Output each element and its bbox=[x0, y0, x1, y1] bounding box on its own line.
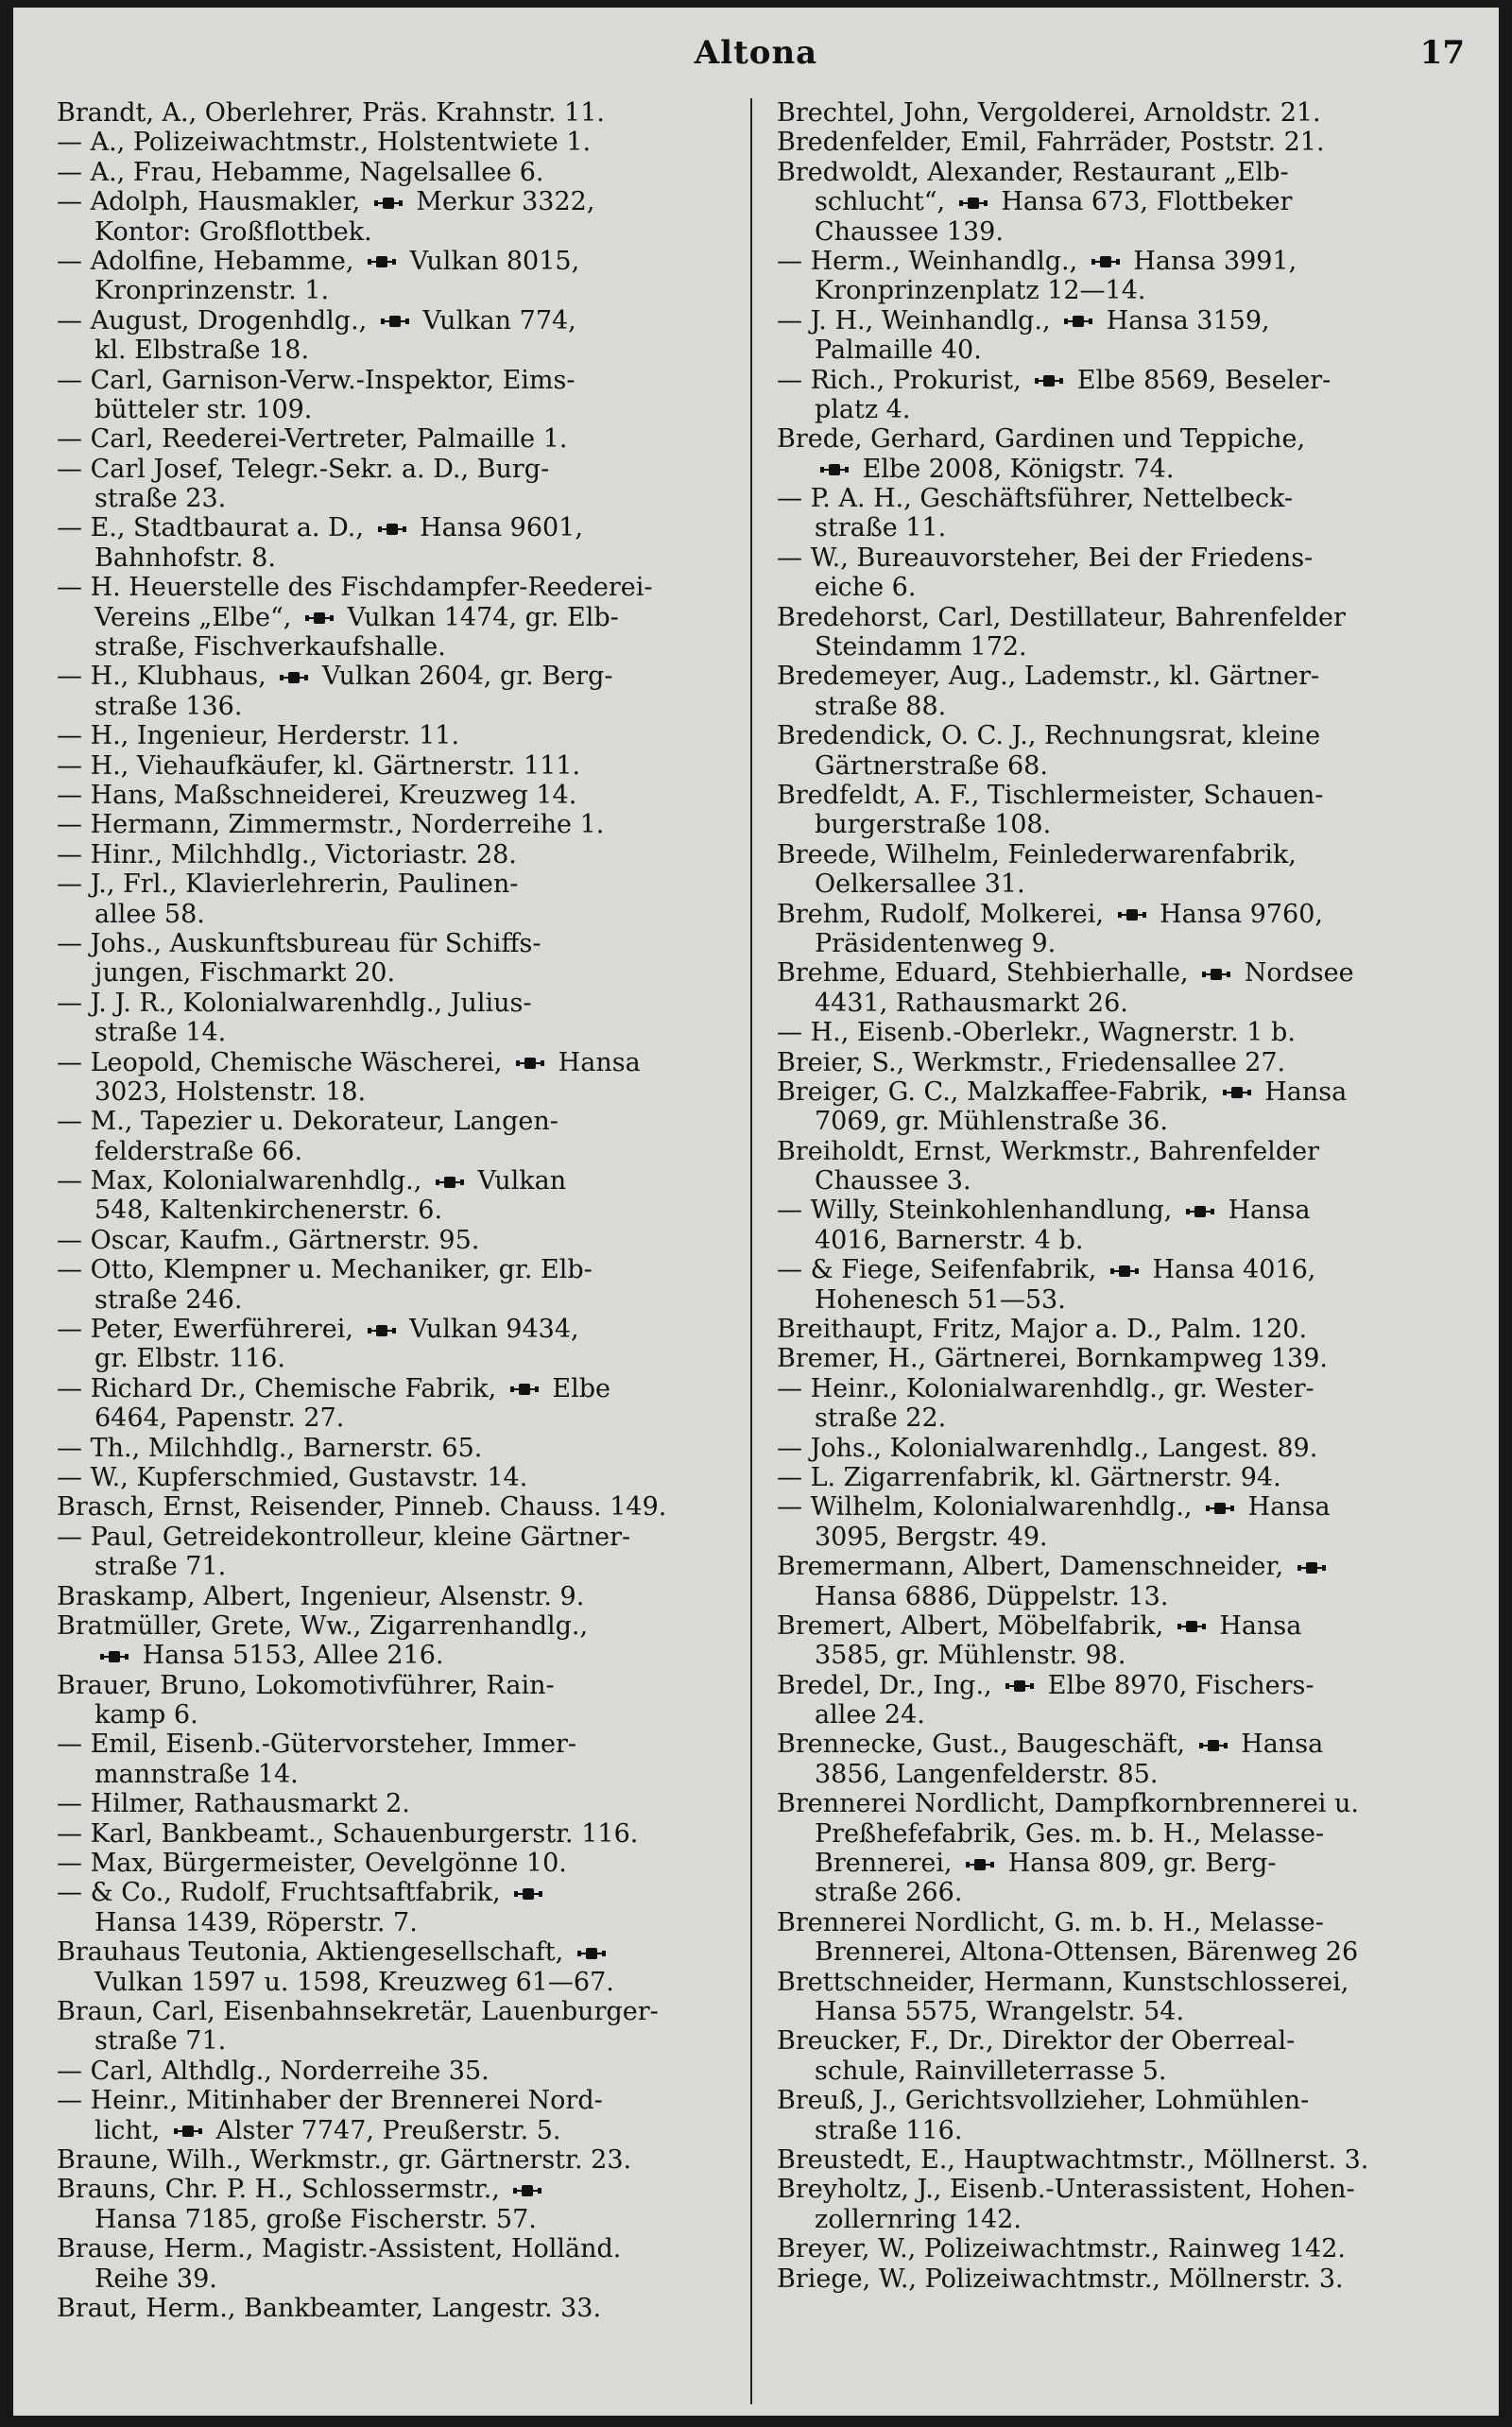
directory-entry-line: Bratmüller, Grete, Ww., Zigarrenhandlg., bbox=[57, 1610, 589, 1641]
entry-continuation-line: straße 22. bbox=[815, 1403, 947, 1434]
telephone-icon bbox=[1202, 968, 1230, 981]
directory-entry-line: Brede, Gerhard, Gardinen und Teppiche, bbox=[777, 424, 1306, 455]
entry-continuation-line: eiche 6. bbox=[815, 573, 917, 603]
directory-entry-line: Brennecke, Gust., Baugeschäft, Hansa bbox=[777, 1730, 1324, 1760]
entry-continuation-line: Hohenesch 51—53. bbox=[815, 1284, 1066, 1315]
directory-entry-line: — H., Klubhaus, Vulkan 2604, gr. Berg- bbox=[57, 662, 613, 692]
telephone-icon bbox=[1186, 1205, 1214, 1218]
entry-continuation-line: mannstraße 14. bbox=[94, 1759, 299, 1789]
directory-entry-line: Bredehorst, Carl, Destillateur, Bahrenfelder bbox=[777, 602, 1346, 632]
directory-entry-line: — Richard Dr., Chemische Fabrik, Elbe bbox=[57, 1373, 611, 1403]
entry-continuation-line: platz 4. bbox=[815, 394, 911, 424]
directory-entry-line: Brehme, Eduard, Stehbierhalle, Nordsee bbox=[777, 958, 1354, 989]
telephone-icon bbox=[1177, 1620, 1206, 1633]
directory-entry-line: Brasch, Ernst, Reisender, Pinneb. Chauss. 149. bbox=[57, 1492, 667, 1523]
entry-continuation-line: licht, Alster 7747, Preußerstr. 5. bbox=[94, 2115, 561, 2145]
directory-entry-line: Braskamp, Albert, Ingenieur, Alsenstr. 9. bbox=[57, 1581, 585, 1611]
telephone-icon bbox=[959, 197, 988, 210]
entry-continuation-line: Kronprinzenplatz 12—14. bbox=[815, 276, 1146, 306]
directory-entry-line: Bredwoldt, Alexander, Restaurant „Elb- bbox=[777, 157, 1289, 187]
entry-continuation-line: Palmaille 40. bbox=[815, 336, 982, 366]
telephone-icon bbox=[513, 2184, 541, 2197]
directory-entry-line: — J. J. R., Kolonialwarenhdlg., Julius- bbox=[57, 988, 532, 1018]
entry-continuation-line: Kontor: Großflottbek. bbox=[94, 216, 372, 247]
directory-entry-line: — Hinr., Milchhdlg., Victoriastr. 28. bbox=[57, 839, 517, 869]
entry-continuation-line: Brennerei, Hansa 809, gr. Berg- bbox=[815, 1849, 1277, 1879]
telephone-icon bbox=[1206, 1502, 1234, 1515]
entry-continuation-line: Hansa 5153, Allee 216. bbox=[57, 1641, 733, 1670]
directory-entry-line: — Johs., Auskunftsbureau für Schiffs- bbox=[57, 928, 541, 958]
entry-continuation-line: Hansa 1439, Röperstr. 7. bbox=[94, 1907, 418, 1937]
directory-entry-line: Brettschneider, Hermann, Kunstschlosserei, bbox=[777, 1967, 1349, 1997]
page-header bbox=[13, 8, 1499, 95]
directory-entry-line: Breede, Wilhelm, Feinlederwarenfabrik, bbox=[777, 839, 1297, 869]
entry-continuation-line: Steindamm 172. bbox=[815, 632, 1027, 663]
entry-continuation-line: jungen, Fischmarkt 20. bbox=[94, 958, 396, 989]
telephone-icon bbox=[378, 523, 406, 536]
directory-entry-line: Breiholdt, Ernst, Werkmstr., Bahrenfelder bbox=[777, 1136, 1319, 1166]
entry-continuation-line: Elbe 2008, Königstr. 74. bbox=[777, 455, 1453, 484]
entry-continuation-line: allee 24. bbox=[815, 1700, 925, 1730]
entry-continuation-line: Vulkan 1597 u. 1598, Kreuzweg 61—67. bbox=[94, 1967, 614, 1997]
directory-entry-line: — J. H., Weinhandlg., Hansa 3159, bbox=[777, 305, 1270, 336]
directory-entry-line: Braun, Carl, Eisenbahnsekretär, Lauenburger- bbox=[57, 1997, 659, 2026]
directory-entry-line: — Heinr., Mitinhaber der Brennerei Nord- bbox=[57, 2086, 603, 2116]
directory-entry-line: — Hilmer, Rathausmarkt 2. bbox=[57, 1789, 410, 1819]
entry-continuation-line: Oelkersallee 31. bbox=[815, 869, 1025, 900]
entry-continuation-line: kl. Elbstraße 18. bbox=[94, 336, 310, 366]
directory-entry-line: — Carl, Garnison-Verw.-Inspektor, Eims- bbox=[57, 365, 576, 395]
directory-entry-line: Bredel, Dr., Ing., Elbe 8970, Fischers- bbox=[777, 1670, 1314, 1700]
directory-entry-line: Brechtel, John, Vergolderei, Arnoldstr. 21. bbox=[777, 98, 1321, 128]
directory-entry-line: — Otto, Klempner u. Mechaniker, gr. Elb- bbox=[57, 1255, 593, 1285]
directory-entry-line: — Johs., Kolonialwarenhdlg., Langest. 89. bbox=[777, 1433, 1318, 1463]
directory-entry-line: — H. Heuerstelle des Fischdampfer-Reederei- bbox=[57, 573, 653, 603]
entry-continuation-line: Gärtnerstraße 68. bbox=[815, 750, 1048, 781]
directory-entry-line: — Emil, Eisenb.-Gütervorsteher, Immer- bbox=[57, 1730, 577, 1760]
directory-entry-line: — Oscar, Kaufm., Gärtnerstr. 95. bbox=[57, 1225, 480, 1255]
directory-entry-line: — Peter, Ewerführerei, Vulkan 9434, bbox=[57, 1315, 579, 1345]
directory-entry-line: — L. Zigarrenfabrik, kl. Gärtnerstr. 94. bbox=[777, 1462, 1281, 1492]
entry-continuation-line: Hansa 5575, Wrangelstr. 54. bbox=[815, 1997, 1185, 2026]
directory-entry-line: Bremermann, Albert, Damenschneider, bbox=[777, 1552, 1453, 1581]
directory-entry-line: Brauhaus Teutonia, Aktiengesellschaft, bbox=[57, 1937, 733, 1967]
directory-entry-line: — Leopold, Chemische Wäscherei, Hansa bbox=[57, 1047, 641, 1077]
directory-entry-line: — J., Frl., Klavierlehrerin, Paulinen- bbox=[57, 869, 519, 900]
entry-continuation-line: kamp 6. bbox=[94, 1700, 198, 1730]
telephone-icon bbox=[1297, 1561, 1326, 1575]
entry-continuation-line: Vereins „Elbe“, Vulkan 1474, gr. Elb- bbox=[94, 602, 619, 632]
entry-continuation-line: schule, Rainvilleterrasse 5. bbox=[815, 2056, 1167, 2086]
entry-continuation-line: schlucht“, Hansa 673, Flottbeker bbox=[815, 187, 1293, 217]
directory-entry-line: — A., Frau, Hebamme, Nagelsallee 6. bbox=[57, 157, 544, 187]
telephone-icon bbox=[368, 1324, 396, 1337]
telephone-icon bbox=[368, 255, 396, 268]
directory-entry-line: — M., Tapezier u. Dekorateur, Langen- bbox=[57, 1107, 558, 1137]
entry-continuation-line: straße 14. bbox=[94, 1018, 227, 1048]
directory-entry-line: Brauer, Bruno, Lokomotivführer, Rain- bbox=[57, 1670, 555, 1700]
directory-entry-line: Brause, Herm., Magistr.-Assistent, Holländ. bbox=[57, 2234, 622, 2264]
entry-continuation-line: 4431, Rathausmarkt 26. bbox=[815, 988, 1128, 1018]
directory-entry-line: — Rich., Prokurist, Elbe 8569, Beseler- bbox=[777, 365, 1332, 395]
entry-continuation-line: zollernring 142. bbox=[815, 2204, 1022, 2234]
directory-entry-line: — Adolfine, Hebamme, Vulkan 8015, bbox=[57, 246, 580, 276]
directory-entry-line: Brandt, A., Oberlehrer, Präs. Krahnstr. 11. bbox=[57, 98, 605, 128]
directory-entry-line: Breustedt, E., Hauptwachtmstr., Möllnerst. 3. bbox=[777, 2144, 1369, 2175]
directory-entry-line: Breyer, W., Polizeiwachtmstr., Rainweg 142. bbox=[777, 2234, 1346, 2264]
directory-entry-line: — E., Stadtbaurat a. D., Hansa 9601, bbox=[57, 513, 583, 543]
directory-entry-line: — Willy, Steinkohlenhandlung, Hansa bbox=[777, 1196, 1311, 1226]
telephone-icon bbox=[374, 197, 403, 210]
entry-continuation-line: Hansa 7185, große Fischerstr. 57. bbox=[94, 2204, 537, 2234]
entry-continuation-line: straße 246. bbox=[94, 1284, 243, 1315]
entry-continuation-line: Hansa 6886, Düppelstr. 13. bbox=[815, 1581, 1169, 1611]
entry-continuation-line: straße 71. bbox=[94, 2026, 227, 2057]
telephone-icon bbox=[820, 463, 849, 476]
entry-continuation-line: straße 88. bbox=[815, 691, 947, 721]
entry-continuation-line: straße 116. bbox=[815, 2115, 963, 2145]
directory-entry-line: Bredfeldt, A. F., Tischlermeister, Schauen- bbox=[777, 780, 1324, 810]
entry-continuation-line: Chaussee 3. bbox=[815, 1166, 971, 1196]
entry-continuation-line: allee 58. bbox=[94, 899, 205, 929]
directory-entry-line: — Hermann, Zimmermstr., Norderreihe 1. bbox=[57, 810, 605, 840]
entry-continuation-line: 3095, Bergstr. 49. bbox=[815, 1522, 1048, 1552]
telephone-icon bbox=[966, 1858, 994, 1871]
telephone-icon bbox=[1110, 1265, 1139, 1278]
telephone-icon bbox=[100, 1650, 129, 1663]
entry-continuation-line: straße, Fischverkaufshalle. bbox=[94, 632, 446, 663]
telephone-icon bbox=[1118, 908, 1146, 921]
directory-entry-line: Brennerei Nordlicht, Dampfkornbrennerei u. bbox=[777, 1789, 1359, 1819]
telephone-icon bbox=[1223, 1086, 1251, 1099]
entry-continuation-line: 6464, Papenstr. 27. bbox=[94, 1403, 345, 1434]
entry-continuation-line: felderstraße 66. bbox=[94, 1136, 303, 1166]
directory-entry-line: Breyholtz, J., Eisenb.-Unterassistent, Hohen- bbox=[777, 2175, 1355, 2205]
left-column bbox=[57, 98, 733, 2323]
page-title: Altona bbox=[694, 34, 818, 72]
directory-entry-line: — Max, Bürgermeister, Oevelgönne 10. bbox=[57, 1849, 567, 1879]
directory-entry-line: Brennerei Nordlicht, G. m. b. H., Melasse- bbox=[777, 1907, 1324, 1937]
entry-continuation-line: straße 136. bbox=[94, 691, 243, 721]
entry-continuation-line: Chaussee 139. bbox=[815, 216, 1004, 247]
directory-entry-line: — H., Viehaufkäufer, kl. Gärtnerstr. 111. bbox=[57, 750, 581, 781]
directory-entry-line: — Max, Kolonialwarenhdlg., Vulkan bbox=[57, 1166, 567, 1196]
entry-continuation-line: Brennerei, Altona-Ottensen, Bärenweg 26 bbox=[815, 1937, 1359, 1968]
right-column bbox=[777, 98, 1453, 2294]
directory-entry-line: — Hans, Maßschneiderei, Kreuzweg 14. bbox=[57, 780, 577, 810]
directory-entry-line: Bredendick, O. C. J., Rechnungsrat, kleine bbox=[777, 721, 1321, 751]
telephone-icon bbox=[1035, 374, 1063, 387]
telephone-icon bbox=[1199, 1739, 1228, 1752]
entry-continuation-line: Reihe 39. bbox=[94, 2263, 217, 2294]
telephone-icon bbox=[510, 1383, 539, 1396]
entry-continuation-line: 7069, gr. Mühlenstraße 36. bbox=[815, 1107, 1168, 1137]
entry-continuation-line: bütteler str. 109. bbox=[94, 394, 313, 424]
telephone-icon bbox=[516, 1057, 544, 1070]
directory-entry-line: Bremer, H., Gärtnerei, Bornkampweg 139. bbox=[777, 1344, 1328, 1374]
entry-continuation-line: straße 23. bbox=[94, 484, 227, 514]
directory-entry-line: — August, Drogenhdlg., Vulkan 774, bbox=[57, 305, 576, 336]
entry-continuation-line: Kronprinzenstr. 1. bbox=[94, 276, 330, 306]
directory-entry-line: — Karl, Bankbeamt., Schauenburgerstr. 116. bbox=[57, 1818, 639, 1849]
telephone-icon bbox=[381, 315, 409, 328]
directory-entry-line: — A., Polizeiwachtmstr., Holstentwiete 1. bbox=[57, 128, 592, 158]
entry-continuation-line: straße 266. bbox=[815, 1878, 963, 1908]
directory-entry-line: — H., Ingenieur, Herderstr. 11. bbox=[57, 721, 460, 751]
directory-entry-line: Braune, Wilh., Werkmstr., gr. Gärtnerstr. 23. bbox=[57, 2144, 632, 2175]
directory-entry-line: — & Co., Rudolf, Fruchtsaftfabrik, bbox=[57, 1878, 733, 1907]
telephone-icon bbox=[436, 1176, 464, 1189]
entry-continuation-line: 3585, gr. Mühlenstr. 98. bbox=[815, 1641, 1126, 1671]
telephone-icon bbox=[1091, 255, 1120, 268]
telephone-icon bbox=[514, 1887, 542, 1901]
directory-entry-line: Briege, W., Polizeiwachtmstr., Möllnerstr. 3. bbox=[777, 2263, 1344, 2294]
directory-page bbox=[13, 8, 1499, 2416]
entry-continuation-line: Präsidentenweg 9. bbox=[815, 928, 1057, 958]
directory-entry-line: Bredenfelder, Emil, Fahrräder, Poststr. 21. bbox=[777, 128, 1325, 158]
telephone-icon bbox=[577, 1947, 606, 1960]
telephone-icon bbox=[174, 2125, 202, 2138]
directory-entry-line: Brehm, Rudolf, Molkerei, Hansa 9760, bbox=[777, 899, 1323, 929]
directory-entry-line: Breithaupt, Fritz, Major a. D., Palm. 120. bbox=[777, 1315, 1308, 1345]
directory-entry-line: — Carl, Althdlg., Norderreihe 35. bbox=[57, 2056, 490, 2086]
entry-continuation-line: burgerstraße 108. bbox=[815, 810, 1052, 840]
telephone-icon bbox=[280, 671, 308, 684]
entry-continuation-line: 3023, Holstenstr. 18. bbox=[94, 1076, 367, 1107]
directory-entry-line: — & Fiege, Seifenfabrik, Hansa 4016, bbox=[777, 1255, 1316, 1285]
entry-continuation-line: straße 11. bbox=[815, 513, 947, 543]
directory-entry-line: — H., Eisenb.-Oberlekr., Wagnerstr. 1 b. bbox=[777, 1018, 1296, 1048]
directory-entry-line: — P. A. H., Geschäftsführer, Nettelbeck- bbox=[777, 484, 1294, 514]
directory-entry-line: Braut, Herm., Bankbeamter, Langestr. 33. bbox=[57, 2293, 602, 2323]
entry-continuation-line: 3856, Langenfelderstr. 85. bbox=[815, 1759, 1159, 1789]
entry-continuation-line: 4016, Barnerstr. 4 b. bbox=[815, 1225, 1084, 1255]
directory-entry-line: — W., Bureauvorsteher, Bei der Friedens- bbox=[777, 542, 1314, 573]
column-divider bbox=[750, 98, 752, 2404]
directory-entry-line: — Herm., Weinhandlg., Hansa 3991, bbox=[777, 246, 1297, 276]
directory-entry-line: Bremert, Albert, Möbelfabrik, Hansa bbox=[777, 1610, 1302, 1641]
telephone-icon bbox=[1064, 315, 1092, 328]
entry-continuation-line: 548, Kaltenkirchenerstr. 6. bbox=[94, 1196, 443, 1226]
directory-entry-line: Breiger, G. C., Malzkaffee-Fabrik, Hansa bbox=[777, 1076, 1348, 1107]
directory-entry-line: Breucker, F., Dr., Direktor der Oberreal- bbox=[777, 2026, 1296, 2057]
directory-entry-line: — W., Kupferschmied, Gustavstr. 14. bbox=[57, 1462, 528, 1492]
page-number: 17 bbox=[1419, 34, 1465, 72]
directory-entry-line: Breier, S., Werkmstr., Friedensallee 27. bbox=[777, 1047, 1286, 1077]
directory-entry-line: — Carl Josef, Telegr.-Sekr. a. D., Burg- bbox=[57, 454, 550, 484]
directory-entry-line: — Wilhelm, Kolonialwarenhdlg., Hansa bbox=[777, 1492, 1331, 1523]
entry-continuation-line: Bahnhofstr. 8. bbox=[94, 542, 276, 573]
directory-entry-line: Breuß, J., Gerichtsvollzieher, Lohmühlen- bbox=[777, 2086, 1310, 2116]
directory-entry-line: Bredemeyer, Aug., Lademstr., kl. Gärtner- bbox=[777, 662, 1320, 692]
directory-entry-line: — Adolph, Hausmakler, Merkur 3322, bbox=[57, 187, 595, 217]
directory-entry-line: — Carl, Reederei-Vertreter, Palmaille 1. bbox=[57, 424, 568, 455]
directory-entry-line: — Heinr., Kolonialwarenhdlg., gr. Wester- bbox=[777, 1373, 1314, 1403]
entry-continuation-line: straße 71. bbox=[94, 1552, 227, 1582]
telephone-icon bbox=[305, 611, 334, 625]
directory-entry-line: — Th., Milchhdlg., Barnerstr. 65. bbox=[57, 1433, 483, 1463]
directory-entry-line: — Paul, Getreidekontrolleur, kleine Gärtner- bbox=[57, 1522, 631, 1552]
entry-continuation-line: gr. Elbstr. 116. bbox=[94, 1344, 285, 1374]
entry-continuation-line: Preßhefefabrik, Ges. m. b. H., Melasse- bbox=[815, 1818, 1325, 1849]
directory-entry-line: Brauns, Chr. P. H., Schlossermstr., bbox=[57, 2175, 733, 2204]
telephone-icon bbox=[1005, 1679, 1034, 1693]
